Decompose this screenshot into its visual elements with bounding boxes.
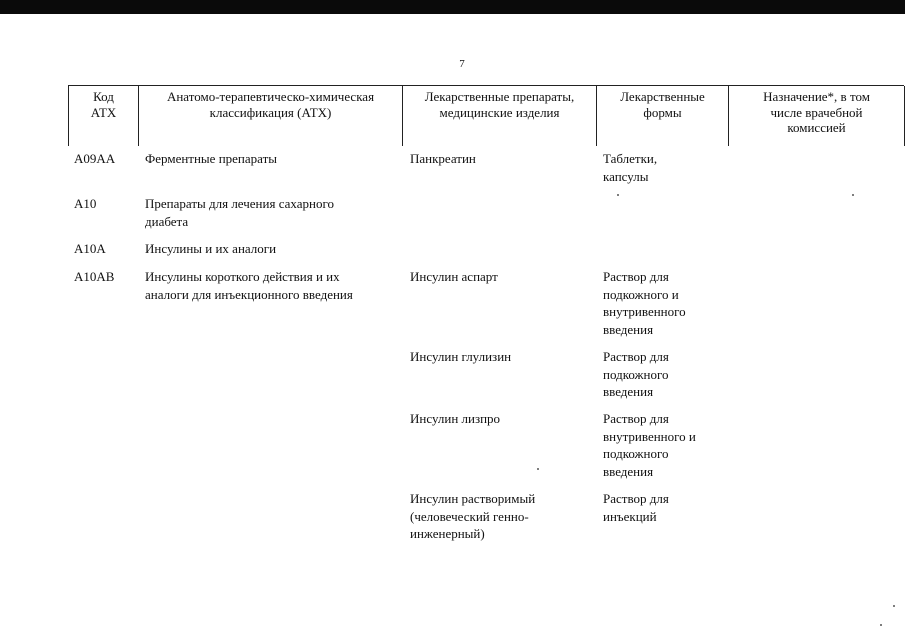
row-drug: Инсулин глулизин [410, 349, 512, 364]
header-code: Код АТХ [90, 89, 117, 120]
row-drug: Панкреатин [410, 151, 476, 166]
row-code: A10AB [74, 269, 115, 284]
row-drug: Инсулин аспарт [410, 269, 498, 284]
row-form: Таблетки, капсулы [603, 151, 658, 184]
row-form: Раствор для подкожного введения [603, 349, 669, 399]
row-form: Раствор для подкожного и внутривенного введения [603, 269, 686, 337]
row-atx: Инсулины и их аналоги [145, 241, 277, 256]
scan-speck [880, 624, 882, 626]
header-top-rule [68, 85, 904, 86]
scan-speck [617, 194, 619, 196]
header-drugs: Лекарственные препараты, медицинские изделия [424, 89, 575, 120]
row-form: Раствор для инъекций [603, 491, 669, 524]
row-form: Раствор для внутривенного и подкожного введения [603, 411, 696, 479]
row-atx: Ферментные препараты [145, 151, 277, 166]
header-purpose: Назначение*, в том числе врачебной комиссией [763, 89, 870, 135]
scan-speck [893, 605, 895, 607]
row-code: A10A [74, 241, 106, 256]
header-dosage-forms: Лекарственные формы [620, 89, 705, 120]
row-drug: Инсулин лизпро [410, 411, 501, 426]
header-atx-classification: Анатомо-терапевтическо-химическая классификация (АТХ) [166, 89, 375, 120]
row-code: A09AA [74, 151, 116, 166]
row-atx: Препараты для лечения сахарного диабета [145, 196, 334, 229]
scan-top-border [0, 0, 905, 14]
scan-speck [537, 468, 539, 470]
scan-speck [852, 194, 854, 196]
row-atx: Инсулины короткого действия и их аналоги для инъекционного введения [145, 269, 353, 302]
row-drug: Инсулин растворимый (человеческий генно- инженерный) [410, 491, 536, 541]
row-code: A10 [74, 196, 97, 211]
page-number: 7 [459, 58, 465, 70]
